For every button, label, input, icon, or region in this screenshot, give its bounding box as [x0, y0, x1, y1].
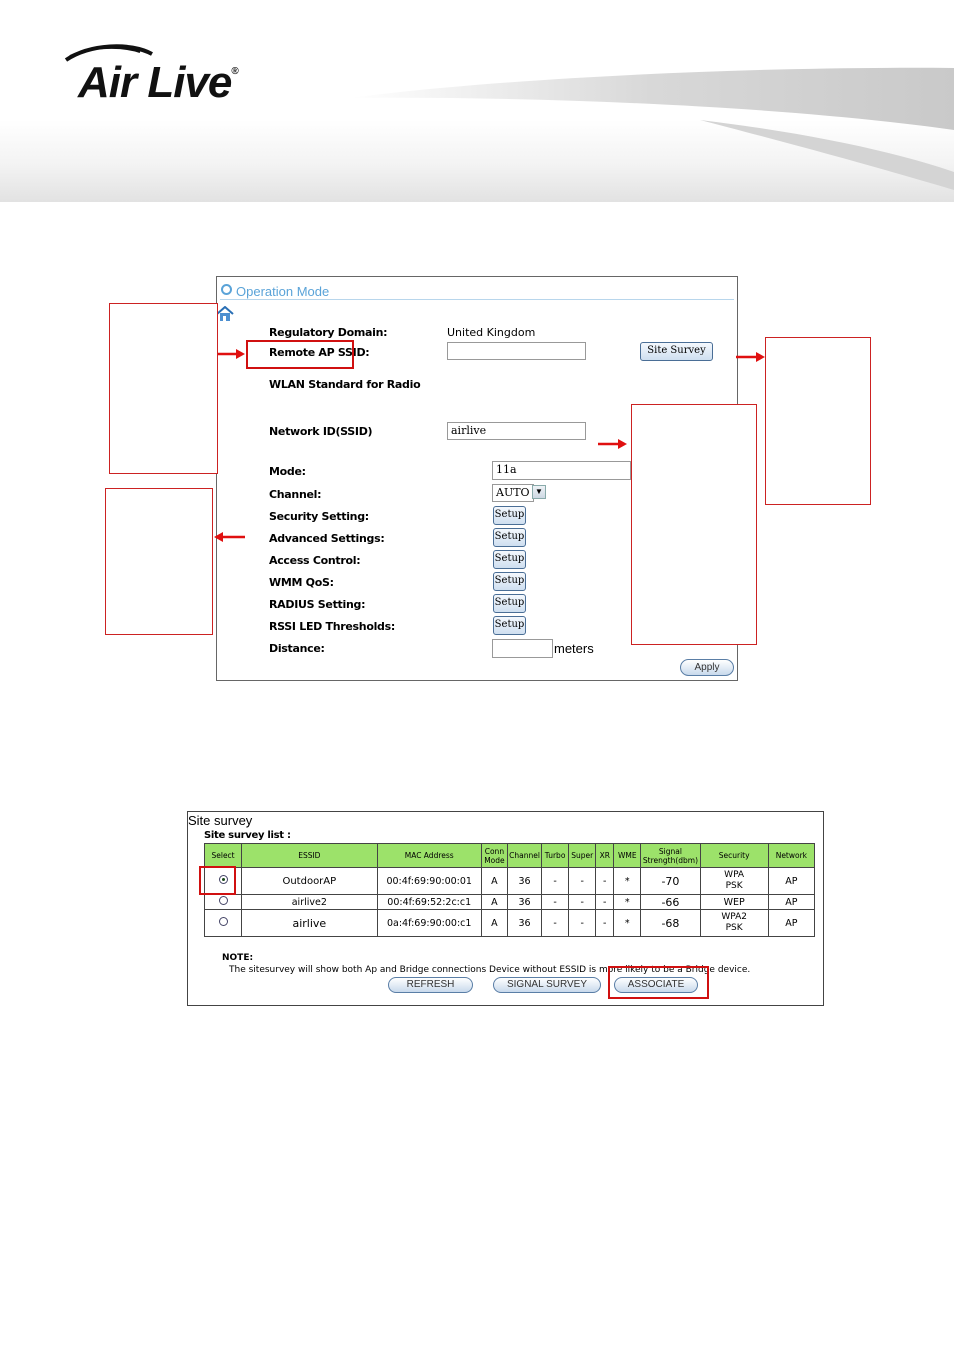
signal-cell: -66	[641, 895, 700, 910]
xr-cell: -	[596, 868, 614, 895]
associate-highlight	[608, 966, 709, 999]
security-cell: WEP	[700, 895, 768, 910]
site-survey-list-label: Site survey list :	[204, 830, 291, 841]
arrow-right-icon	[598, 438, 628, 450]
mode-cell: A	[481, 868, 507, 895]
channel-select[interactable]: AUTO	[492, 484, 534, 502]
airlive-logo	[78, 58, 238, 108]
title-divider	[220, 299, 734, 300]
channel-cell: 36	[507, 910, 541, 937]
network-id-label: Network ID(SSID)	[269, 425, 373, 438]
callout-box-left-bottom	[105, 488, 213, 635]
apply-button[interactable]: Apply	[680, 659, 734, 676]
radius-setup-button[interactable]: Setup	[493, 594, 526, 613]
super-cell: -	[569, 895, 596, 910]
turbo-cell: -	[542, 910, 569, 937]
distance-unit: meters	[554, 641, 594, 656]
col-header: Select	[205, 844, 242, 868]
brand-name: Air Live	[78, 58, 232, 107]
remote-ap-ssid-label: Remote AP SSID:	[269, 346, 370, 359]
col-header: WME	[614, 844, 641, 868]
col-header: Network	[768, 844, 814, 868]
xr-cell: -	[596, 895, 614, 910]
wme-cell: *	[614, 895, 641, 910]
registered-mark: ®	[231, 66, 238, 77]
select-cell[interactable]	[205, 895, 242, 910]
regulatory-domain-label: Regulatory Domain:	[269, 326, 388, 339]
site-survey-table	[204, 843, 815, 937]
wmm-qos-label: WMM QoS:	[269, 576, 334, 589]
network-id-input[interactable]: airlive	[447, 422, 586, 440]
remote-ap-ssid-input[interactable]	[447, 342, 586, 360]
operation-mode-title: Operation Mode	[236, 284, 330, 299]
signal-cell: -70	[641, 868, 700, 895]
security-cell: WPA PSK	[700, 868, 768, 895]
advanced-settings-label: Advanced Settings:	[269, 532, 385, 545]
signal-cell: -68	[641, 910, 700, 937]
wme-cell: *	[614, 910, 641, 937]
table-row	[205, 868, 815, 895]
select-radio[interactable]	[219, 917, 228, 926]
mac-cell: 00:4f:69:90:00:01	[377, 868, 481, 895]
mode-select[interactable]: 11a	[492, 461, 631, 480]
table-row	[205, 910, 815, 937]
access-control-label: Access Control:	[269, 554, 361, 567]
col-header: Signal Strength(dbm)	[641, 844, 700, 868]
xr-cell: -	[596, 910, 614, 937]
network-cell: AP	[768, 868, 814, 895]
security-cell: WPA2 PSK	[700, 910, 768, 937]
access-control-setup-button[interactable]: Setup	[493, 550, 526, 569]
callout-box-center-right	[631, 404, 757, 645]
col-header: XR	[596, 844, 614, 868]
distance-input[interactable]	[492, 639, 553, 658]
col-header: Conn Mode	[481, 844, 507, 868]
home-icon[interactable]	[216, 306, 234, 322]
network-cell: AP	[768, 910, 814, 937]
col-header: Super	[569, 844, 596, 868]
table-row	[205, 895, 815, 910]
select-radio[interactable]	[219, 896, 228, 905]
note-text: The sitesurvey will show both Ap and Bridge connections Device without ESSID is more likely to be a Bridge device.	[229, 965, 751, 975]
rssi-setup-button[interactable]: Setup	[493, 616, 526, 635]
super-cell: -	[569, 910, 596, 937]
essid-cell: OutdoorAP	[242, 868, 377, 895]
mode-cell: A	[481, 910, 507, 937]
network-cell: AP	[768, 895, 814, 910]
site-survey-button[interactable]: Site Survey	[640, 342, 713, 361]
radius-setting-label: RADIUS Setting:	[269, 598, 366, 611]
col-header: ESSID	[242, 844, 377, 868]
associate-button[interactable]: ASSOCIATE	[614, 977, 698, 993]
callout-box-right	[765, 337, 871, 505]
section-bullet-icon	[221, 284, 232, 295]
mac-cell: 0a:4f:69:90:00:c1	[377, 910, 481, 937]
rssi-led-label: RSSI LED Thresholds:	[269, 620, 395, 633]
signal-survey-button[interactable]: SIGNAL SURVEY	[493, 977, 601, 993]
regulatory-domain-value: United Kingdom	[447, 326, 536, 339]
channel-cell: 36	[507, 895, 541, 910]
wlan-standard-label: WLAN Standard for Radio	[269, 378, 421, 391]
essid-cell: airlive	[242, 910, 377, 937]
mode-cell: A	[481, 895, 507, 910]
arrow-left-icon	[213, 531, 245, 543]
mode-label: Mode:	[269, 465, 306, 478]
select-cell[interactable]	[205, 910, 242, 937]
site-survey-title: Site survey	[188, 813, 253, 828]
security-setup-button[interactable]: Setup	[493, 506, 526, 525]
col-header: MAC Address	[377, 844, 481, 868]
arrow-right-icon	[736, 351, 766, 363]
wme-cell: *	[614, 868, 641, 895]
wmm-setup-button[interactable]: Setup	[493, 572, 526, 591]
super-cell: -	[569, 868, 596, 895]
channel-label: Channel:	[269, 488, 322, 501]
distance-label: Distance:	[269, 642, 325, 655]
arrow-right-icon	[218, 348, 246, 360]
col-header: Turbo	[542, 844, 569, 868]
select-radio-highlight	[199, 866, 236, 895]
turbo-cell: -	[542, 895, 569, 910]
advanced-setup-button[interactable]: Setup	[493, 528, 526, 547]
note-label: NOTE:	[222, 953, 254, 963]
channel-cell: 36	[507, 868, 541, 895]
col-header: Security	[700, 844, 768, 868]
table-header-row	[205, 844, 815, 868]
remote-ap-ssid-highlight	[246, 340, 354, 369]
refresh-button[interactable]: REFRESH	[388, 977, 473, 993]
turbo-cell: -	[542, 868, 569, 895]
security-setting-label: Security Setting:	[269, 510, 369, 523]
col-header: Channel	[507, 844, 541, 868]
essid-cell: airlive2	[242, 895, 377, 910]
callout-box-left-top	[109, 303, 218, 474]
mac-cell: 00:4f:69:52:2c:c1	[377, 895, 481, 910]
chevron-down-icon[interactable]: ▼	[532, 485, 546, 499]
